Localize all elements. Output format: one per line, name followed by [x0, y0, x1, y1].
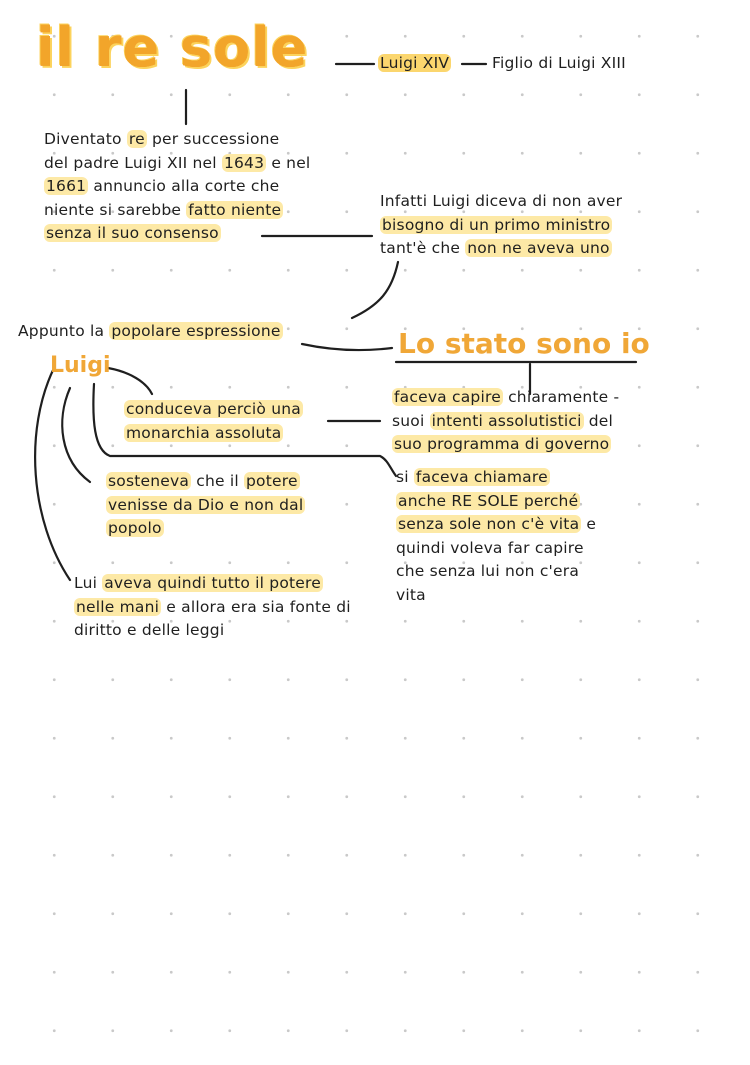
- program-note: faceva capire chiaramente - suoi intenti assolutistici del suo programma di governo: [392, 388, 620, 453]
- son-of-label: Figlio di Luigi XIII: [492, 54, 626, 72]
- absolute-monarchy-note: conduceva perciò una monarchia assoluta: [126, 400, 301, 442]
- minister-note: Infatti Luigi diceva di non aver bisogno di un primo ministro tant'è che non ne aveva uno: [380, 192, 623, 257]
- expression-label: Appunto la popolare espressione: [18, 322, 281, 340]
- header-right: [378, 52, 451, 76]
- absolute-power-note: Lui aveva quindi tutto il potere nelle mani e allora era sia fonte di diritto e delle leggi: [74, 574, 351, 639]
- name-label: Luigi XIV: [380, 54, 450, 72]
- luigi-label: Luigi: [50, 353, 111, 378]
- intro-note: Diventato re per successione del padre Luigi XII nel 1643 e nel 1661 annuncio alla corte che niente si sarebbe fatto niente senza il suo consenso: [44, 130, 311, 242]
- sun-king-note: si faceva chiamare anche RE SOLE perché senza sole non c'è vita e quindi voleva far capire che senza lui non c'era vita: [396, 468, 597, 604]
- divine-right-note: sosteneva che il potere venisse da Dio e non dal popolo: [108, 472, 304, 537]
- page-title: il re sole: [36, 16, 309, 79]
- quote-heading: Lo stato sono io: [398, 327, 650, 360]
